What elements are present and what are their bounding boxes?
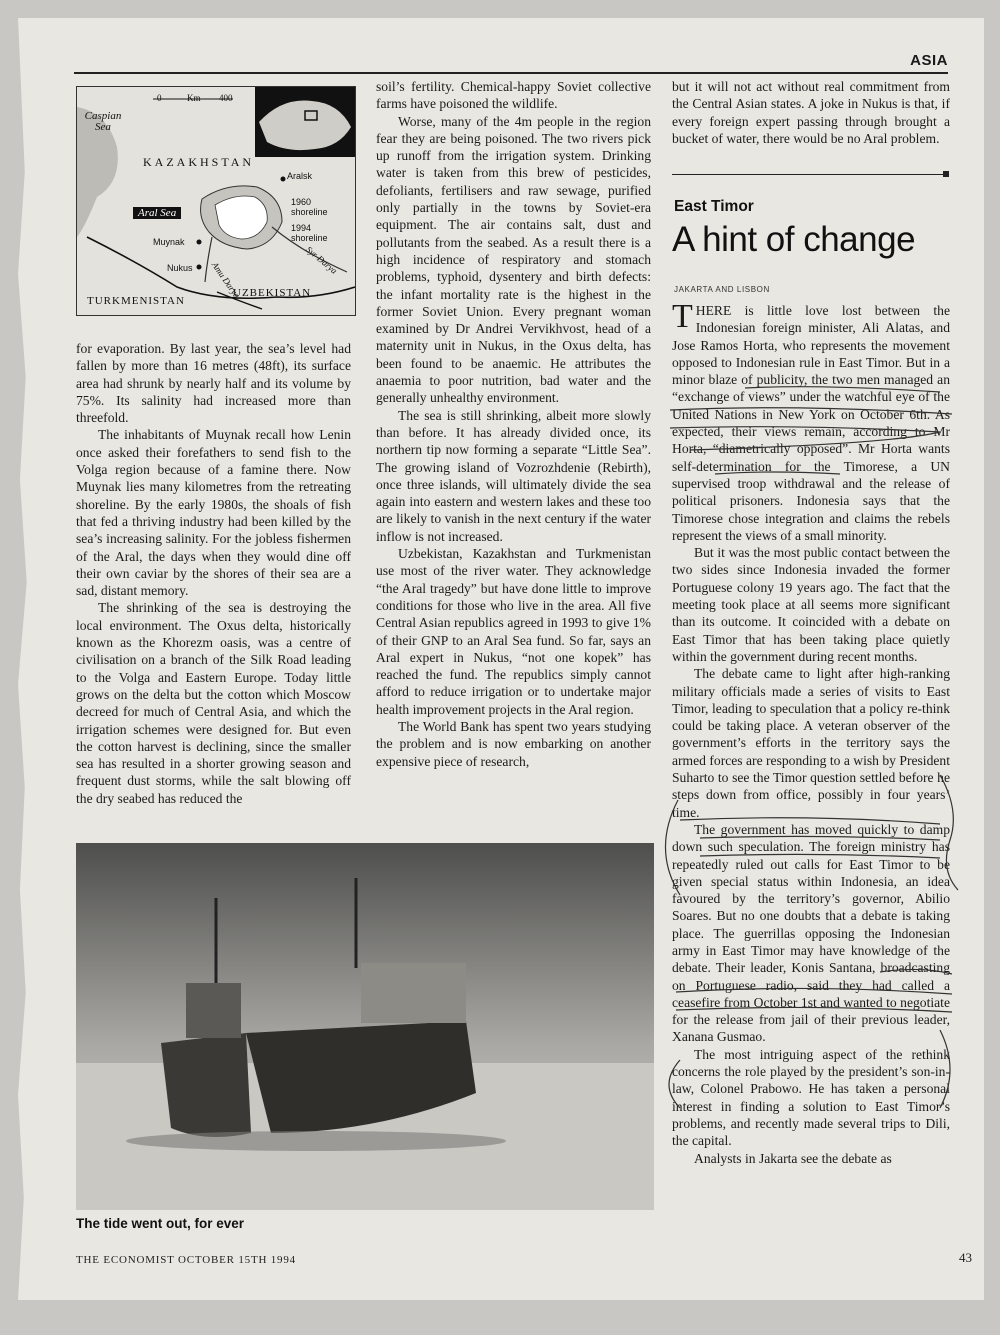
map-label-caspian-sea: Caspian Sea xyxy=(84,110,122,133)
article-column-2 xyxy=(376,78,651,770)
ship-cabin-right xyxy=(361,963,466,1023)
top-rule xyxy=(74,72,948,74)
amu-darya-river xyxy=(205,237,212,282)
paragraph: Analysts in Jakarta see the debate as xyxy=(694,1150,892,1166)
east-timor-article-body xyxy=(672,298,950,1167)
drop-cap: T xyxy=(672,298,693,335)
paragraph: for evaporation. By last year, the sea’s level had fallen by more than 16 metres (48ft), its surface area had shrunk by nearly half and its volume by 75%. Its salinity had increased more than threefold. xyxy=(76,341,351,426)
map-label-1994-shoreline: 1994 shoreline xyxy=(291,223,328,243)
map-label-amu-darya: Amu Darya xyxy=(209,260,242,300)
article-end-rule xyxy=(672,174,944,175)
map-scale-zero: 0 xyxy=(157,93,162,103)
map-label-aralsk: Aralsk xyxy=(287,171,313,181)
paragraph: The government has moved quickly to damp down such speculation. The foreign ministry has repeatedly ruled out calls for East Timor to be given special status within Indonesia, an idea favoured by the territory’s governor, Abilio Soares. But no one doubts that a debate is taking place. The guerrillas opposing the Indonesian army in East Timor may have knowledge of the debate. Their leader, Konis Santana, broadcasting on Portuguese radio, said they had called a ceasefire from October 1st and wanted to negotiate for the release from jail of their previous leader, Xanana Gusmao. xyxy=(672,821,950,1045)
article-dateline: JAKARTA AND LISBON xyxy=(674,285,770,294)
muynak-dot xyxy=(197,240,202,245)
paragraph: The shrinking of the sea is destroying the local environment. The Oxus delta, historically known as the Khorezm oasis, was a centre of civilisation on a branch of the Silk Road leading to the Volga and Eastern Europe. Today little grows on the delta but the cotton which Moscow decreed for much of Central Asia, and which the irrigation schemes were designed for. But even the cotton harvest is declining, since the smaller sea has resulted in a shorter growing season and frequent dust storms, while the salt blowing off the dry seabed has reduced the xyxy=(76,600,351,806)
paragraph: The most intriguing aspect of the rethink concerns the role played by the president’s son-in-law, Colonel Prabowo. He has taken a personal interest in finding a solution to East Timor’s problems, and recently made several trips to Dili, the capital. xyxy=(672,1046,950,1149)
paragraph xyxy=(672,298,950,544)
shipwreck-photo xyxy=(76,843,654,1210)
paragraph: soil’s fertility. Chemical-happy Soviet collective farms have poisoned the wildlife. xyxy=(376,79,651,112)
ship-cabin-left xyxy=(186,983,241,1038)
paragraph-text: HERE is little love lost between the Indonesian foreign minister, Ali Alatas, and Jose Ramos Horta, who represents the movement opposed to Indonesian rule in East Timor. But in a minor blaze of publicity, the two men managed an “exchange of views” under the watchful eye of the United Nations in New York on October 6th. As expected, their views remain, according to Mr Horta, “diametrically opposed”. Mr Horta wants self-determination for the Timorese, a UN supervised troop withdrawal and the release of political prisoners. Indonesia says that the Timorese chose integration and claims the rebels represent the views of a small minority. xyxy=(672,303,950,543)
article-headline: A hint of change xyxy=(672,220,916,259)
photo-drawing xyxy=(76,843,654,1210)
map-label-aral-sea: Aral Sea xyxy=(133,207,181,219)
paragraph: but it will not act without real commitment from the Central Asian states. A joke in Nukus is that, if every foreign expert passing through brought a bucket of water, there would be no Aral problem. xyxy=(672,79,950,146)
paragraph: The inhabitants of Muynak recall how Lenin once asked their forefathers to send fish to the Volga region because of a famine there. Now Muynak lies many kilometres from the retreating shoreline. By the early 1980s, the shoals of fish that fed a thriving industry had been killed by the sea’s increasing salinity. For the jobless fishermen of the Aral, the days when they would dine off their own caviar by the shores of their sea are a sad, distant memory. xyxy=(76,427,351,599)
page-footer: THE ECONOMIST OCTOBER 15TH 1994 xyxy=(76,1254,296,1266)
map-label-syr-darya: Syr Darya xyxy=(304,244,340,276)
map-label-muynak: Muynak xyxy=(153,237,185,247)
paragraph: But it was the most public contact between the two sides since Indonesia invaded the former Portuguese colony 19 years ago. The fact that the meeting took place at all seems more significant than its outcome. It coincided with a debate on East Timor that has been taking place quietly within the government during recent months. xyxy=(672,545,950,664)
paragraph: Worse, many of the 4m people in the region fear they are being poisoned. The two rivers pick up runoff from the irrigation system. Drinking water is taken from this brew of pesticides, defoliants, fertilisers and raw sewage, purified only partially in the towns by Soviet-era equipment. The air contains salt, dust and pollutants from the seabed. As a result there is a high incidence of respiratory and stomach problems, typhoid, dysentery and birth defects: the infant mortality rate is the highest in the former Soviet Union. Every pregnant woman examined by Dr Andrei Vervikhvost, head of a maternity unit in Nukus, in the Oxus delta, has been found to be anaemic. He attributes the anaemia to poor nutrition, bad water and the generally unhealthy environment. xyxy=(376,113,651,406)
ship-hull-left xyxy=(161,1033,251,1137)
map-label-1960-shoreline: 1960 shoreline xyxy=(291,197,328,217)
map-label-nukus: Nukus xyxy=(167,263,193,273)
paragraph: The debate came to light after high-ranking military officials made a series of visits to East Timor, leading to speculation that a policy re-think could be taking place. A veteran observer of the government’s efforts in the territory says the armed forces are responding to a wish by President Suharto to see the Timor question settled before he steps down from office, possibly in four years’ time. xyxy=(672,666,950,820)
ship-shadow xyxy=(126,1131,506,1151)
map-scale-unit: Km xyxy=(187,93,201,103)
map-scale-max: 400 xyxy=(219,93,233,103)
section-label: ASIA xyxy=(910,52,948,69)
map-label-turkmenistan: TURKMENISTAN xyxy=(87,295,185,307)
article-column-1 xyxy=(76,340,351,807)
aral-sea-map xyxy=(76,86,356,316)
article-end-mark xyxy=(943,171,949,177)
map-label-kazakhstan: KAZAKHSTAN xyxy=(143,155,255,169)
paragraph: The sea is still shrinking, albeit more slowly than before. It has already divided once, its northern tip now forming a separate “Little Sea”. The growing island of Vozrozhdenie (Rebirth), once three islands, will ultimately divide the sea again into eastern and western lakes and these too are likely to vanish in the next century if the water inflow is not increased. xyxy=(376,407,651,544)
article-column-3-continuation xyxy=(672,78,950,147)
photo-caption: The tide went out, for ever xyxy=(76,1216,245,1231)
aralsk-dot xyxy=(281,177,286,182)
paragraph: Uzbekistan, Kazakhstan and Turkmenistan use most of the river water. They acknowledge “the Aral tragedy” but have done little to improve conditions for those who live in the area. All five Central Asian republics agreed in 1993 to give 1% of their GNP to an Aral Sea fund. So far, says an Aral expert in Nukus, “not one kopek” has reached the fund. The republics simply cannot afford to reduce irrigation or to undertake major health improvement projects in the Aral region. xyxy=(376,546,651,717)
nukus-dot xyxy=(197,265,202,270)
article-kicker: East Timor xyxy=(674,198,754,215)
page-number: 43 xyxy=(959,1250,972,1265)
paragraph: The World Bank has spent two years studying the problem and is now embarking on another expensive piece of research, xyxy=(376,718,651,769)
map-label-uzbekistan: UZBEKISTAN xyxy=(233,287,312,299)
